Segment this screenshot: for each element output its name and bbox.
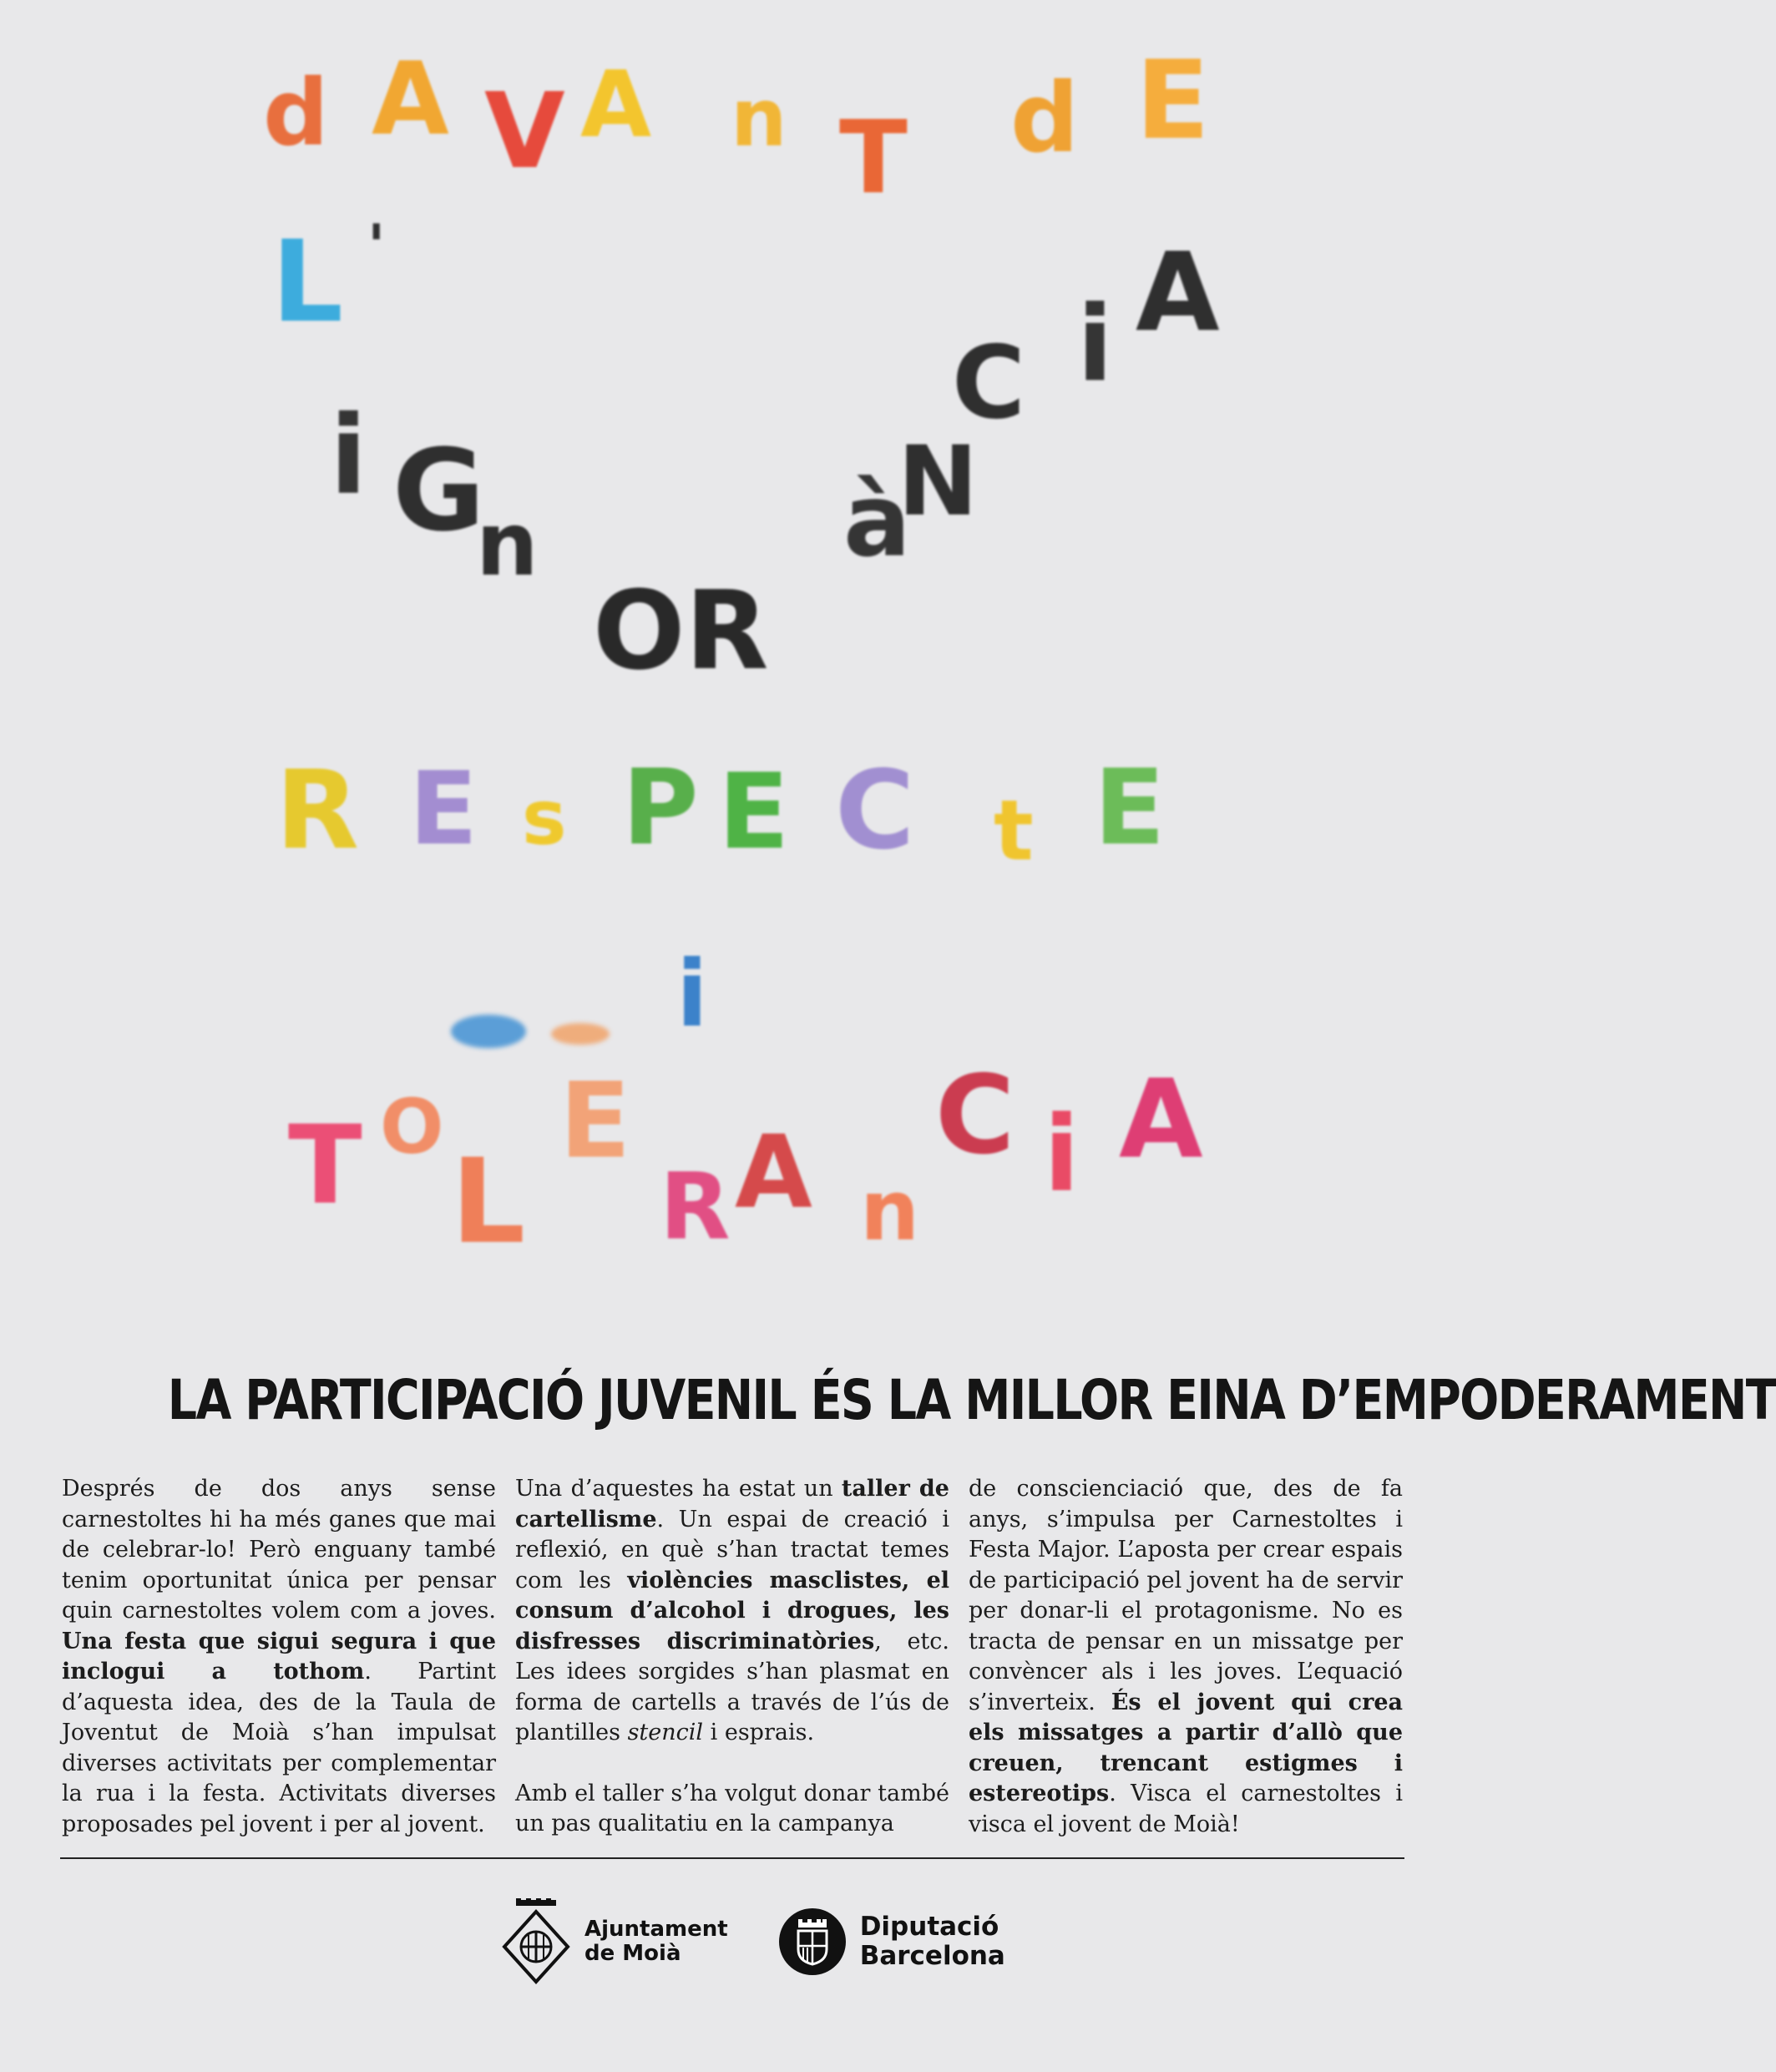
col3-bold-1: És el jovent qui crea els missatges a partir d’allò que creuen, trencant estigmes i estereotips	[969, 1689, 1403, 1806]
divider	[60, 1857, 1404, 1859]
headline: LA PARTICIPACIÓ JUVENIL ÉS LA MILLOR EINA D’EMPODERAMENT	[167, 1368, 1776, 1432]
diba-line-2: Barcelona	[859, 1941, 1005, 1971]
col2-text-3: , etc. Les idees sorgides s’han plasmat en forma de cartells a través de l’ús de plantilles	[515, 1628, 949, 1745]
column-2-paragraph-2: Amb el taller s’ha volgut donar també un pas qualitatiu en la campanya	[515, 1780, 949, 1836]
poster-artwork: d A V A n T d E L ' i G n OR à N C i A R E s P E C t E i T O L E R A n C i A	[263, 37, 1220, 1270]
col3-text-1: de conscienciació que, des de fa anys, s’impulsa per Carnestoltes i Festa Major. L’aposta per crear espais de participació pel jovent ha de servir per donar-li el protagonisme. No es tracta de pensar en un missatge per convèncer als i les joves. L’equació s’inverteix.	[969, 1476, 1403, 1715]
diba-line-1: Diputació	[859, 1912, 999, 1943]
moia-line-1: Ajuntament	[584, 1916, 728, 1942]
col1-text-2: . Partint d’aquesta idea, des de la Taula de Joventut de Moià s’han impulsat diverses activitats per complementar la rua i la festa. Activitats diverses proposades pel jovent i per al jovent.	[62, 1659, 496, 1837]
column-3	[969, 1474, 1403, 1840]
column-2	[515, 1474, 949, 1840]
column-3-paragraph	[969, 1474, 1403, 1840]
col2-text-2: . Un espai de creació i reflexió, en què s’han tractat temes com les	[515, 1506, 949, 1593]
logo-diputacio-barcelona	[778, 1907, 1005, 1976]
col2-bold-2: violències masclistes, el consum d’alcohol i drogues, les disfresses discriminatòries	[515, 1567, 949, 1654]
logo-ajuntament-moia	[501, 1898, 728, 1985]
column-1	[62, 1474, 496, 1840]
column-2-paragraph-1	[515, 1474, 949, 1749]
col2-text-1: Una d’aquestes ha estat un	[515, 1476, 842, 1502]
body-columns	[62, 1474, 1403, 1840]
col2-text-4: i esprais.	[703, 1720, 815, 1745]
diba-logo-text	[860, 1912, 1005, 1970]
column-1-paragraph	[62, 1474, 496, 1840]
col2-italic-1: stencil	[627, 1720, 704, 1745]
moia-coat-of-arms-icon	[501, 1898, 571, 1985]
moia-logo-text	[584, 1917, 728, 1966]
col1-bold-1: Una festa que sigui segura i que inclogui a tothom	[62, 1628, 496, 1684]
moia-line-2: de Moià	[584, 1941, 681, 1966]
col2-bold-1: taller de cartellisme	[515, 1476, 949, 1532]
footer-logos	[501, 1896, 1005, 1988]
diba-seal-icon	[778, 1907, 847, 1976]
col1-text-1: Després de dos anys sense carnestoltes hi ha més ganes que mai de celebrar-lo! Però enguany també tenim oportunitat única per pensar quin carnestoltes volem com a joves.	[62, 1476, 496, 1624]
col3-text-2: . Visca el carnestoltes i visca el jovent de Moià!	[969, 1781, 1403, 1837]
